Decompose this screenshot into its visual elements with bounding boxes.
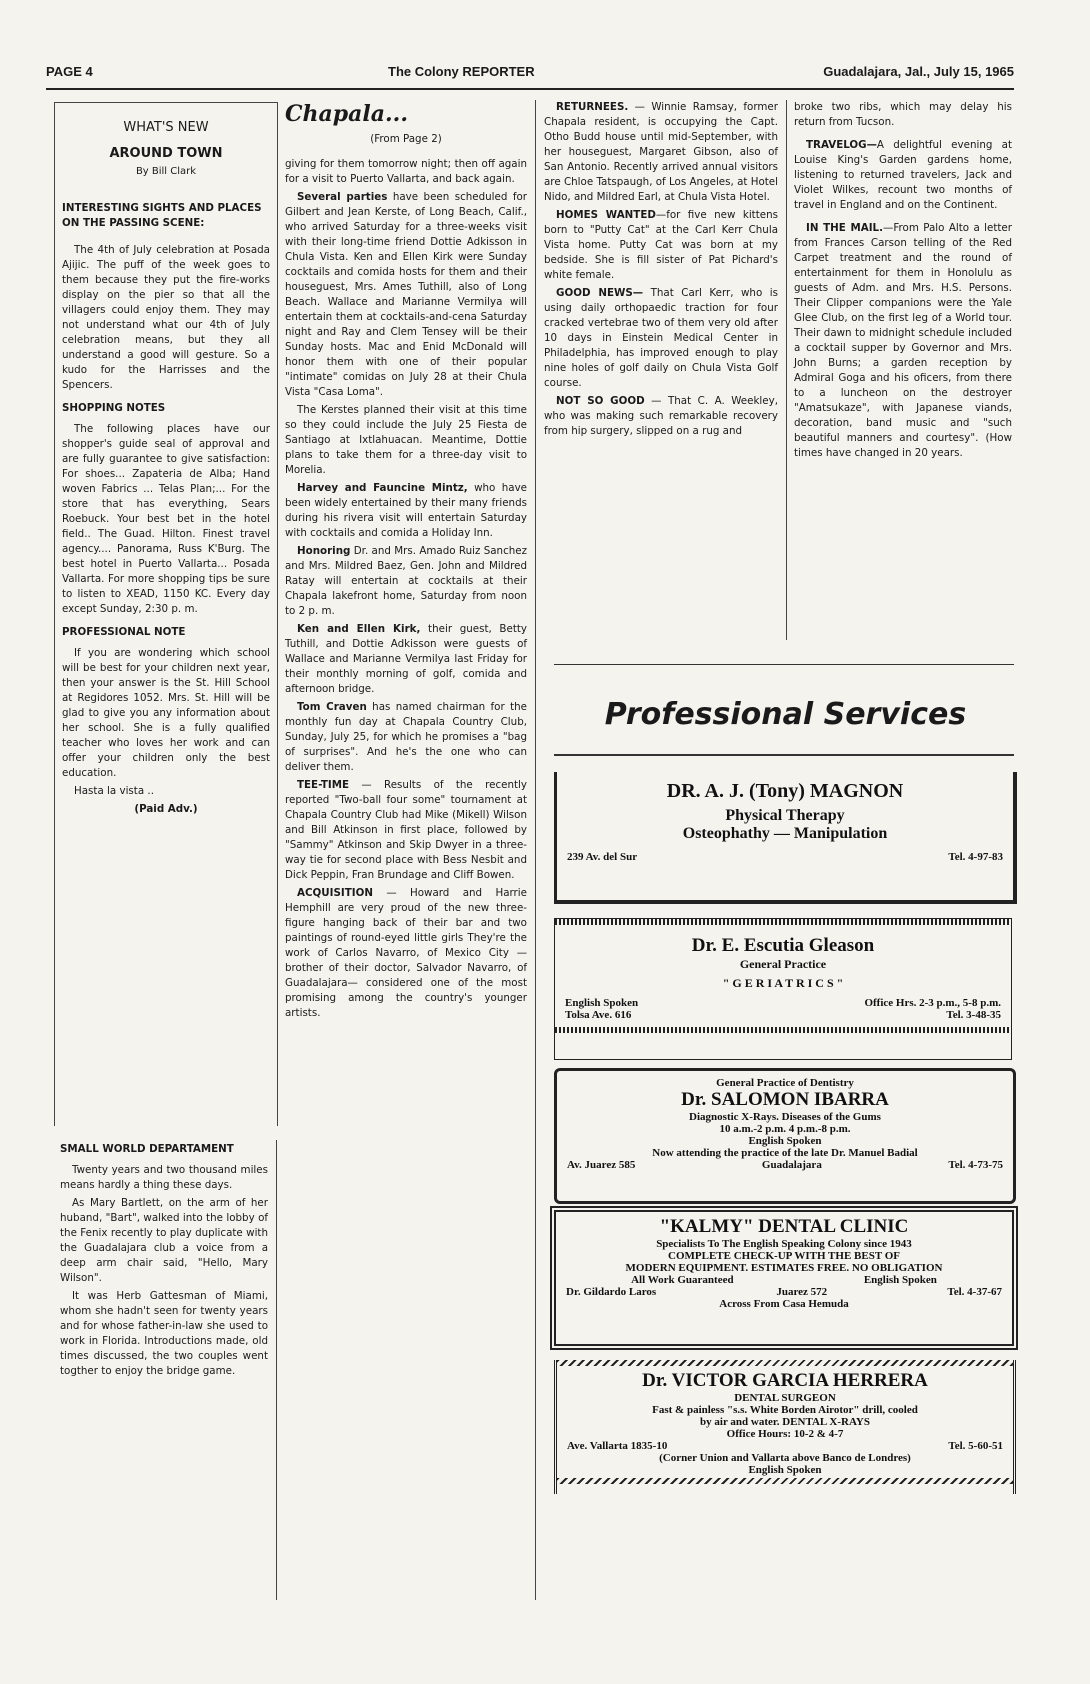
ad-contact: Dr. Gildardo Laros Juarez 572 Tel. 4-37-67 [566, 1286, 1002, 1298]
paragraph: Harvey and Fauncine Mintz, who have been widely entertained by their many friends during his rivera visit will entertain Saturday with cocktails and comida a Holiday Inn. [285, 482, 527, 539]
lead-in: Several parties [297, 191, 388, 203]
column-divider [786, 100, 787, 640]
paragraph: Honoring Dr. and Mrs. Amado Ruiz Sanchez and Mrs. Mildred Baez, Gen. John and Mildred Ratay will entertain at cocktails at their Chapala lakefront home, Saturday from noon to 2 p. m. [285, 545, 527, 617]
paragraph: TEE-TIME — Results of the recently reported "Two-ball four some" tournament at Chapala Country Club had Mike (Mikell) Wilson and Bill Atkinson in first place, followed by "Sammy" Atkinson and Skip Dwyer in a three-way tie for second place with Bess Nesbit and Dick Peppin, Fran Brundage and Cliff Bowen. [285, 779, 527, 881]
page-number: PAGE 4 [46, 64, 93, 79]
subhead: SHOPPING NOTES [62, 402, 166, 414]
lead-in: Honoring [297, 545, 351, 557]
ad-line: by air and water. DENTAL X-RAYS [700, 1416, 870, 1428]
article-title: Chapala... [285, 101, 408, 127]
dateline: Guadalajara, Jal., July 15, 1965 [823, 64, 1014, 79]
ad-line: English Spoken [748, 1464, 822, 1476]
column-chapala [285, 100, 527, 1024]
ad-kalmy [554, 1210, 1014, 1346]
ad-contact: Ave. Vallarta 1835-10 Tel. 5-60-51 [567, 1440, 1003, 1452]
ad-line: Across From Casa Hemuda [719, 1298, 849, 1310]
ad-line: General Practice of Dentistry [716, 1077, 854, 1089]
ad-line: English Spoken [748, 1135, 822, 1147]
ad-name: Dr. VICTOR GARCIA HERRERA [642, 1370, 928, 1391]
lead-in: Harvey and Fauncine Mintz, [297, 482, 468, 494]
lead-in: Ken and Ellen Kirk, [297, 623, 421, 635]
ad-border-stripe [555, 919, 1011, 925]
column-title: AROUND TOWN [109, 146, 223, 161]
byline: By Bill Clark [135, 166, 197, 177]
ad-border-stripe [557, 1360, 1013, 1366]
lead-in: TRAVELOG— [806, 139, 877, 151]
lead-in: Tom Craven [297, 701, 367, 713]
ad-line: COMPLETE CHECK-UP WITH THE BEST OF [668, 1250, 900, 1262]
ad-garcia [554, 1360, 1016, 1494]
section-rule [554, 664, 1014, 665]
header-rule [46, 88, 1014, 90]
paragraph: GOOD NEWS— That Carl Kerr, who is using daily orthopaedic traction for four cracked vertebrae two of them very old after 10 days in Einstein Medical Center in Philadelphia, has improved enough to play nine holes of golf daily on Chula Vista Golf course. [544, 287, 779, 389]
ad-contact: 239 Av. del Sur Tel. 4-97-83 [567, 851, 1003, 863]
ad-name: Dr. E. Escutia Gleason [691, 935, 875, 956]
lead-in: RETURNEES. [556, 101, 629, 113]
ad-name: Dr. SALOMON IBARRA [681, 1089, 889, 1110]
paragraph: ACQUISITION — Howard and Harrie Hemphill are very proud of the new three-figure hanging back of their bar and two paintings of round-eyed little girls They're the work of Carlos Navarro, of Mexico City —brother of their doctor, Salvador Navarro, of Guadalajara— considered one of the most promising among the country's younger artists. [285, 887, 527, 1019]
ad-line: " G E R I A T R I C S " [722, 976, 844, 990]
lead-in: NOT SO GOOD [556, 395, 645, 407]
column-divider [276, 1140, 277, 1600]
page-header [46, 64, 1014, 84]
ad-line: Osteophathy — Manipulation [682, 825, 888, 842]
paragraph: The Kerstes planned their visit at this time so they could include the July 25 Fiesta de Santiago at Ixtlahuacan. Meantime, Dottie plans to take them for a three-day visit to Morelia. [285, 404, 527, 476]
lead-in: TEE-TIME [297, 779, 349, 791]
ad-contact: Tolsa Ave. 616 Tel. 3-48-35 [565, 1009, 1001, 1021]
ad-name: DR. A. J. (Tony) MAGNON [666, 780, 904, 802]
ad-line: Fast & painless "s.s. White Borden Airotor" drill, cooled [652, 1404, 918, 1416]
ad-line: Office Hours: 10-2 & 4-7 [726, 1428, 844, 1440]
ad-line: (Corner Union and Vallarta above Banco de Londres) [659, 1452, 911, 1464]
ad-border-stripe [555, 1027, 1011, 1033]
ad-line: DENTAL SURGEON [734, 1392, 836, 1404]
paragraph: HOMES WANTED—for five new kittens born to "Putty Cat" at the Carl Kerr Chula Vista home. Putty Cat was born at my bedside. She is fill sister of Pat Pichard's white female. [544, 209, 778, 281]
paragraph: TRAVELOG—A delightful evening at Louise King's Garden gardens home, listening to returned travelers, Jack and Violet Wilkes, recount two months of travel in England and on the Continent. [794, 139, 1012, 211]
paragraph: Twenty years and two thousand miles means hardly a thing these days. [60, 1164, 268, 1191]
paragraph: Several parties have been scheduled for Gilbert and Jean Kerste, of Long Beach, Calif., who arrived Saturday for a three-weeks visit with their long-time friend Dottie Adkisson in Chula Vista. Ken and Ellen Kirk were Sunday cocktails and comida hosts for them and their houseguest, Mrs. Ames Tuthill, also of Long Beach. Wallace and Marianne Vermilya will entertain them at cocktails-and-cena Saturday night and Ray and Clem Tensey will be their Sunday hosts. Mac and Enid McDonald will honor them with one of their popular "intimate" comidas on July 28 at their Chula Vista "Casa Loma". [285, 191, 527, 398]
column-title: WHAT'S NEW [123, 120, 209, 135]
column-returnees [544, 100, 778, 442]
subhead: INTERESTING SIGHTS AND PLACES ON THE PASSING SCENE: [62, 202, 262, 229]
paragraph: It was Herb Gattesman of Miami, whom she hadn't seen for twenty years and for whose father-in-law she used to work in Florida. Introductions made, old times discussed, the two couples went togther to enjoy the bridge game. [60, 1290, 268, 1377]
ad-line: MODERN EQUIPMENT. ESTIMATES FREE. NO OBLIGATION [625, 1262, 943, 1274]
ad-name: "KALMY" DENTAL CLINIC [659, 1216, 909, 1237]
ad-line: Diagnostic X-Rays. Diseases of the Gums [689, 1111, 881, 1123]
ad-line: All Work Guaranteed English Spoken [631, 1274, 937, 1286]
continued-note: (From Page 2) [370, 133, 442, 145]
ad-line: 10 a.m.-2 p.m. 4 p.m.-8 p.m. [719, 1123, 851, 1135]
ad-line: Now attending the practice of the late Dr. Manuel Badial [652, 1147, 918, 1159]
paragraph: broke two ribs, which may delay his return from Tucson. [794, 101, 1012, 128]
lead-in: HOMES WANTED [556, 209, 656, 221]
ad-line: General Practice [739, 957, 827, 971]
section-rule [554, 754, 1014, 756]
lead-in: GOOD NEWS— [556, 287, 644, 299]
ad-contact: Av. Juarez 585 Guadalajara Tel. 4-73-75 [567, 1159, 1003, 1171]
ad-escutia [554, 918, 1012, 1060]
services-heading: Professional Services [604, 697, 967, 732]
column-divider [535, 100, 536, 1600]
ad-line: Physical Therapy [725, 807, 845, 824]
paragraph: The following places have our shopper's guide seal of approval and are fully guarantee to give satisfaction: For shoes... Zapateria de Alba; Hand woven Fabrics ... Telas Plan;... For the store that has everything, Sears Roebuck. Your best bet in the hotel field.. The Guad. Hilton. Finest travel agency.... Panorama, Russ K'Burg. The best hotel in Puerto Vallarta... Posada Vallarta. For more shopping tips be sure to listen to XEAD, 1150 KC. Every day except Sunday, 2:30 p. m. [62, 423, 270, 615]
ad-line: Specialists To The English Speaking Colony since 1943 [656, 1238, 912, 1250]
paragraph: The 4th of July celebration at Posada Ajijic. The puff of the week goes to them because they put the fire-works display on the pier so that all the villagers could enjoy them. They may not understand what our 4th of July celebration means, but they all understand a good will gesture. So a kudo for the Harrisses and the Spencers. [62, 244, 270, 391]
paragraph: giving for them tomorrow night; then off again for a visit to Puerto Vallarta, and back again. [285, 158, 527, 185]
ad-ibarra [554, 1068, 1016, 1204]
ad-magnon [554, 772, 1017, 904]
newspaper-title: The Colony REPORTER [388, 64, 535, 79]
paragraph: Hasta la vista .. [74, 785, 154, 797]
subhead: SMALL WORLD DEPARTAMENT [60, 1143, 234, 1155]
ad-contact: English Spoken Office Hrs. 2-3 p.m., 5-8 p.m. [565, 997, 1001, 1009]
column-whats-new [62, 118, 270, 817]
ad-border-stripe [557, 1478, 1013, 1484]
paragraph: As Mary Bartlett, on the arm of her huband, "Bart", walked into the lobby of the Fenix recently to play duplicate with the Guadalajara club a voice from a deep arm chair said, "Hello, Mary Wilson". [60, 1197, 268, 1284]
paid-adv: (Paid Adv.) [134, 803, 198, 815]
paragraph: IN THE MAIL.—From Palo Alto a letter from Frances Carson telling of the Red Carpet treatment and the round of entertainment for them in Honolulu as guests of Adm. and Mrs. H.S. Persons. Their Clipper companions were the Yale Glee Club, on the first leg of a World tour. Their dawn to midnight schedule included a cocktail supper by Governor and Mrs. John Burns; a garden reception by Admiral Goga and his oficers, from there to a luncheon on the destroyer "Amatsukaze", with Japanese viands, decoration, band music and "such beautiful manners and courtesy". (How times have changed in 20 years. [794, 222, 1012, 459]
lead-in: ACQUISITION [297, 887, 373, 899]
paragraph: RETURNEES. — Winnie Ramsay, former Chapala resident, is occupying the Capt. Otho Budd house until mid-September, with her houseguest, Margaret Gibson, also of San Antonio. Recently arrived annual visitors are Chloe Tatspaugh, of Los Angeles, at Hotel Nido, and Mildred Earl, at Chula Vista Hotel. [544, 101, 778, 203]
paragraph: Ken and Ellen Kirk, their guest, Betty Tuthill, and Dottie Adkisson were guests of Wallace and Marianne Vermilya last Friday for their monthly morning of golf, comida and afternoon bridge. [285, 623, 527, 695]
column-small-world [60, 1142, 268, 1382]
lead-in: IN THE MAIL. [806, 222, 884, 234]
subhead: PROFESSIONAL NOTE [62, 626, 186, 638]
column-travelog [794, 100, 1012, 464]
paragraph: NOT SO GOOD — That C. A. Weekley, who was making such remarkable recovery from hip surgery, slipped on a rug and [544, 395, 778, 437]
paragraph: If you are wondering which school will be best for your children next year, then your answer is the St. Hill School at Regidores 1052. Mrs. St. Hill will be glad to give you any information about her school. She is a fully qualified teacher who loves her work and can offer your children only the best education. [62, 647, 270, 779]
paragraph: Tom Craven has named chairman for the monthly fun day at Chapala Country Club, Sunday, July 25, for which he promises a "bag of surprises". And he's the one who can deliver them. [285, 701, 528, 773]
